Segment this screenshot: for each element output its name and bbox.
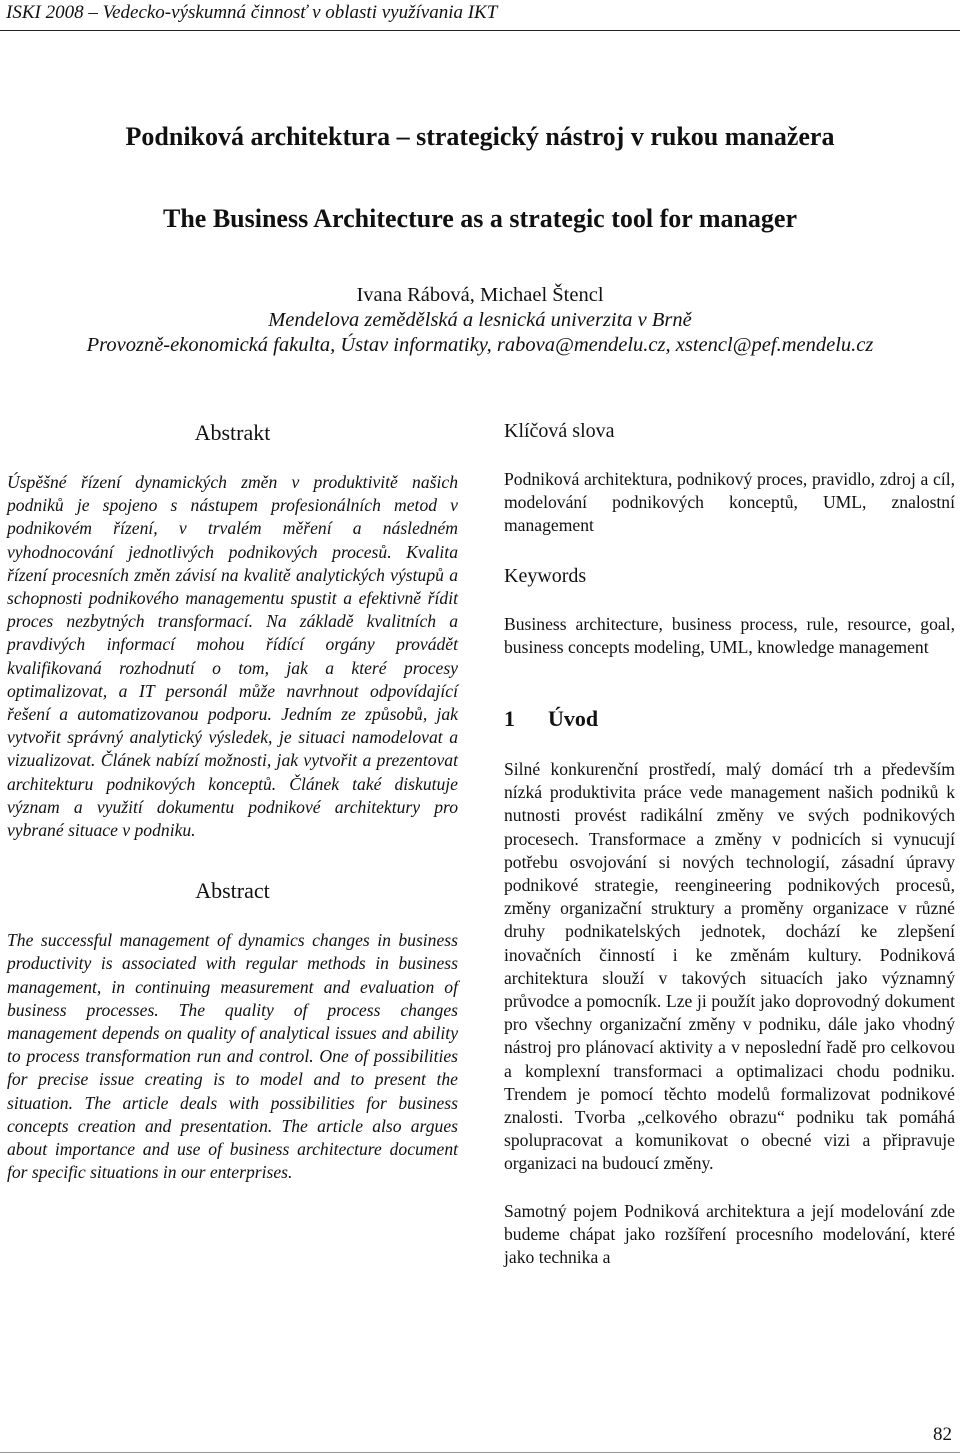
section-heading-uvod — [504, 706, 955, 732]
klicova-slova-text: Podniková architektura, podnikový proces, pravidlo, zdroj a cíl, modelování podnikových konceptů, UML, znalostní management — [504, 469, 955, 536]
keywords-heading: Keywords — [504, 564, 587, 587]
abstract-heading: Abstract — [195, 878, 270, 904]
title-czech: Podniková architektura – strategický nástroj v rukou manažera — [125, 122, 835, 151]
abstract-text: The successful management of dynamics changes in business productivity is associated with regular methods in business management, in continuing measurement and evaluation of business processes. The quality of process changes management depends on quality of analytical issues and ability to process transformation run and control. One of possibilities for precise issue creating is to model and to present the situation. The article deals with possibilities for business concepts creation and presentation. The article also argues about importance and use of business architecture document for specific situations in our enterprises. — [7, 930, 458, 1183]
author-affiliation: Provozně-ekonomická fakulta, Ústav informatiky, rabova@mendelu.cz, xstencl@pef.mendelu.cz — [86, 334, 874, 356]
running-header: ISKI 2008 – Vedecko-výskumná činnosť v oblasti využívania IKT — [6, 2, 498, 23]
author-block — [0, 283, 960, 358]
section-number: 1 — [504, 706, 515, 732]
klicova-slova-heading: Klíčová slova — [504, 420, 615, 442]
author-names: Ivana Rábová, Michael Štencl — [356, 284, 604, 306]
left-column — [7, 420, 458, 1184]
author-university: Mendelova zemědělská a lesnická univerzita v Brně — [268, 309, 692, 331]
abstrakt-heading: Abstrakt — [194, 420, 271, 445]
footer-divider — [0, 1452, 960, 1453]
page-number: 82 — [933, 1424, 952, 1445]
right-column — [504, 420, 955, 1269]
uvod-paragraph-1: Silné konkurenční prostředí, malý domácí trh a především nízká produktivita práce vede management našich podniků k nutnosti provést radikální změny ve svých podnikových procesech. Transformace a změny v podnicích si vynucují potřebu osvojování si nových technologií, zásadní úpravy podnikové strategie, reengineering podnikových procesů, změny organizační struktury a proměny organizace v různé druhy podnikatelských jednotek, dochází ke zlepšení inovačních činností i ke změnám kultury. Podniková architektura slouží v takových situacích jako významný průvodce a pomocník. Lze ji použít jako doprovodný dokument pro všechny organizační změny v podniku, dále jako vhodný nástroj pro plánovací aktivity a v neposlední řadě pro celkovou a komplexní transformaci a optimalizaci chodu podniku. Trendem je pomocí těchto modelů formalizovat podnikové znalosti. Tvorba „celkového obrazu“ podniku tak pomáhá spolupracovat a komunikovat o obecné vizi a připravuje organizaci na budoucí změny. — [504, 759, 955, 1174]
header-divider — [0, 30, 960, 31]
abstrakt-text: Úspěšné řízení dynamických změn v produktivitě našich podniků je spojeno s nástupem profesionálních metod v podnikovém řízení, v trvalém měření a následném vyhodnocování jednotlivých podnikových procesů. Kvalita řízení procesních změn závisí na kvalitě analytických výstupů a schopnosti podnikového managementu spustit a efektivně řídit proces nezbytných transformací. Na základě kvalitních a pravdivých informací mohou řídící orgány provádět kvalifikovaná rozhodnutí o tom, jak a které procesy optimalizovat, a IT personál může navrhnout odpovídající řešení a automatizovanou podporu. Jedním ze způsobů, jak vytvořit správný analytický výsledek, je situaci namodelovat a vizualizovat. Článek nabízí možnosti, jak vytvořit a prezentovat architekturu podnikových konceptů. Článek také diskutuje význam a využití dokumentu podnikové architektury pro vybrané situace v podniku. — [7, 472, 458, 841]
section-title: Úvod — [548, 706, 599, 732]
uvod-paragraph-2: Samotný pojem Podniková architektura a její modelování zde budeme chápat jako rozšíření procesního modelování, které jako technika a — [504, 1200, 955, 1268]
keywords-text: Business architecture, business process, rule, resource, goal, business concepts modeling, UML, knowledge management — [504, 613, 955, 657]
title-english: The Business Architecture as a strategic tool for manager — [162, 204, 798, 233]
